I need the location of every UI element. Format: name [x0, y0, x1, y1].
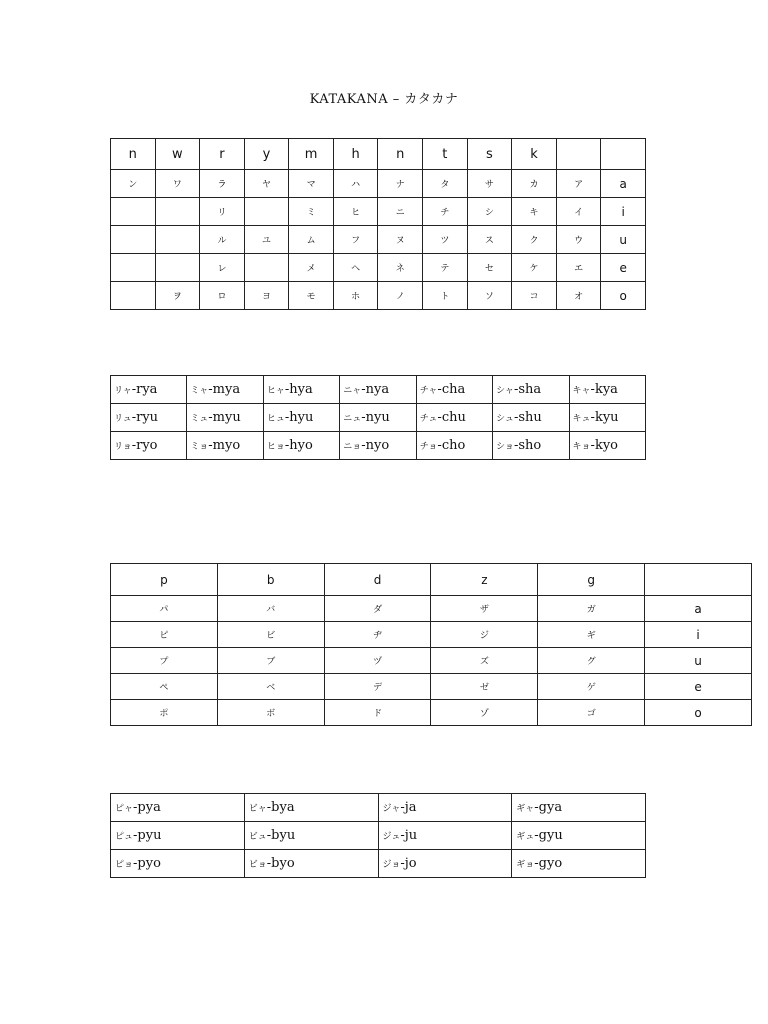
kana-text: ヒャ — [266, 386, 285, 396]
romaji-text: -gya — [534, 800, 563, 815]
combo-cell — [416, 432, 492, 460]
romaji-text: -rya — [131, 382, 158, 397]
kana-cell: ゼ — [431, 674, 538, 700]
kana-cell: ヤ — [244, 170, 289, 198]
kana-cell: シ — [467, 198, 512, 226]
romaji-text: -kya — [590, 382, 618, 397]
kana-cell: ゴ — [538, 700, 645, 726]
kana-cell: タ — [423, 170, 468, 198]
kana-text: ジャ — [382, 804, 401, 814]
vowel-cell: i — [645, 622, 752, 648]
kana-cell: ジ — [431, 622, 538, 648]
combo-cell — [111, 432, 187, 460]
kana-cell: ヌ — [378, 226, 423, 254]
table-row — [111, 198, 646, 226]
column-header-cell — [645, 564, 752, 596]
kana-text: ピャ — [115, 804, 134, 814]
kana-cell: ホ — [333, 282, 378, 310]
kana-cell — [155, 254, 200, 282]
table-row — [111, 404, 646, 432]
romaji-text: -hya — [284, 382, 313, 397]
vowel-cell: a — [601, 170, 646, 198]
kana-text: リョ — [114, 442, 132, 452]
romaji-text: -kyu — [590, 410, 619, 425]
kana-cell: デ — [324, 674, 431, 700]
romaji-text: -gyu — [534, 828, 563, 843]
kana-text: ビュ — [248, 832, 267, 842]
kana-cell: ネ — [378, 254, 423, 282]
combo-cell — [263, 432, 339, 460]
column-header-cell: r — [200, 139, 245, 170]
kana-cell: メ — [289, 254, 334, 282]
romaji-text: -jo — [400, 856, 417, 871]
column-header-cell: n — [111, 139, 156, 170]
kana-text: ギュ — [516, 832, 535, 842]
table-row — [111, 596, 752, 622]
kana-cell — [155, 226, 200, 254]
kana-cell: ド — [324, 700, 431, 726]
kana-cell: コ — [512, 282, 557, 310]
kana-text: ピョ — [115, 860, 134, 870]
combo-cell — [493, 404, 569, 432]
vowel-cell: o — [645, 700, 752, 726]
kana-cell: ヅ — [324, 648, 431, 674]
table-header-row — [111, 139, 646, 170]
romaji-text: -cho — [437, 438, 466, 453]
column-header-cell: y — [244, 139, 289, 170]
combo-cell — [263, 404, 339, 432]
combo-cell — [244, 822, 378, 850]
column-header-cell: p — [111, 564, 218, 596]
table-row — [111, 850, 646, 878]
combo-cell — [378, 822, 512, 850]
kana-cell: ソ — [467, 282, 512, 310]
romaji-text: -ryu — [131, 410, 159, 425]
kana-text: ニャ — [343, 386, 362, 396]
kana-cell: キ — [512, 198, 557, 226]
kana-cell: ゾ — [431, 700, 538, 726]
combo-cell — [111, 794, 245, 822]
page-title: KATAKANA – カタカナ — [309, 92, 459, 107]
kana-cell: ル — [200, 226, 245, 254]
combo-cell — [244, 850, 378, 878]
table-row — [111, 822, 646, 850]
romaji-text: -myo — [208, 438, 241, 453]
vowel-cell: i — [601, 198, 646, 226]
combo-cell — [569, 404, 645, 432]
romaji-text: -ja — [400, 800, 417, 815]
kana-cell: マ — [289, 170, 334, 198]
kana-cell: テ — [423, 254, 468, 282]
kana-cell: ワ — [155, 170, 200, 198]
kana-text: ギャ — [516, 804, 535, 814]
vowel-cell: u — [601, 226, 646, 254]
column-header-cell — [601, 139, 646, 170]
romaji-text: -pyu — [133, 828, 162, 843]
romaji-text: -sho — [513, 438, 542, 453]
table-row — [111, 170, 646, 198]
kana-text: キャ — [572, 386, 591, 396]
voiced-katakana-table — [110, 563, 752, 726]
romaji-text: -chu — [437, 410, 466, 425]
kana-text: リュ — [114, 414, 132, 424]
kana-text: ヒョ — [266, 442, 285, 452]
kana-text: キョ — [572, 442, 591, 452]
kana-cell: ア — [556, 170, 601, 198]
kana-cell: パ — [111, 596, 218, 622]
table-row — [111, 254, 646, 282]
column-header-cell: d — [324, 564, 431, 596]
romaji-text: -kyo — [590, 438, 618, 453]
kana-cell: ロ — [200, 282, 245, 310]
kana-cell: ブ — [217, 648, 324, 674]
romaji-text: -nyo — [361, 438, 390, 453]
kana-text: チョ — [419, 442, 438, 452]
combo-cell — [340, 404, 416, 432]
combo-cell — [187, 376, 263, 404]
table-row — [111, 282, 646, 310]
column-header-cell: k — [512, 139, 557, 170]
kana-text: ジュ — [382, 832, 401, 842]
kana-cell — [111, 198, 156, 226]
combo-cell — [378, 850, 512, 878]
kana-cell: セ — [467, 254, 512, 282]
romaji-text: -shu — [513, 410, 542, 425]
kana-cell: ザ — [431, 596, 538, 622]
kana-cell: ボ — [217, 700, 324, 726]
kana-cell — [111, 254, 156, 282]
combo-cell — [340, 432, 416, 460]
kana-cell: サ — [467, 170, 512, 198]
column-header-cell: n — [378, 139, 423, 170]
vowel-cell: a — [645, 596, 752, 622]
kana-cell — [111, 226, 156, 254]
kana-cell: プ — [111, 648, 218, 674]
combo-cell — [244, 794, 378, 822]
combo-cell — [111, 850, 245, 878]
column-header-cell: m — [289, 139, 334, 170]
romaji-text: -pya — [133, 800, 161, 815]
romaji-text: -nya — [361, 382, 390, 397]
kana-cell — [244, 198, 289, 226]
kana-text: リャ — [114, 386, 132, 396]
romaji-text: -bya — [266, 800, 295, 815]
kana-cell: ズ — [431, 648, 538, 674]
romaji-text: -ryo — [131, 438, 158, 453]
kana-cell: エ — [556, 254, 601, 282]
combo-cell — [187, 404, 263, 432]
kana-text: ミョ — [190, 442, 209, 452]
kana-text: シュ — [496, 414, 514, 424]
kana-cell — [244, 254, 289, 282]
kana-cell: ニ — [378, 198, 423, 226]
table-row — [111, 700, 752, 726]
kana-text: ニョ — [343, 442, 362, 452]
kana-cell: ヨ — [244, 282, 289, 310]
combo-cell — [569, 432, 645, 460]
romaji-text: -byo — [266, 856, 295, 871]
kana-cell: ポ — [111, 700, 218, 726]
combo-cell — [569, 376, 645, 404]
column-header-cell: s — [467, 139, 512, 170]
combo-cell — [187, 432, 263, 460]
table-header-row — [111, 564, 752, 596]
kana-cell: ト — [423, 282, 468, 310]
voiced-combination-katakana-table — [110, 793, 646, 878]
kana-cell: リ — [200, 198, 245, 226]
table-row — [111, 376, 646, 404]
column-header-cell: h — [333, 139, 378, 170]
kana-text: ビョ — [248, 860, 267, 870]
kana-cell: ギ — [538, 622, 645, 648]
kana-text: チュ — [419, 414, 438, 424]
table-row — [111, 226, 646, 254]
kana-cell: フ — [333, 226, 378, 254]
kana-cell: ラ — [200, 170, 245, 198]
kana-cell: ダ — [324, 596, 431, 622]
kana-text: チャ — [419, 386, 438, 396]
kana-cell: ス — [467, 226, 512, 254]
romaji-text: -mya — [208, 382, 241, 397]
kana-cell: ウ — [556, 226, 601, 254]
combo-cell — [111, 404, 187, 432]
combo-cell — [493, 376, 569, 404]
romaji-text: -pyo — [133, 856, 161, 871]
kana-cell: ピ — [111, 622, 218, 648]
kana-cell: ヲ — [155, 282, 200, 310]
kana-text: ミャ — [190, 386, 209, 396]
kana-text: ジョ — [382, 860, 401, 870]
kana-text: ビャ — [248, 804, 267, 814]
kana-cell: イ — [556, 198, 601, 226]
table-row — [111, 794, 646, 822]
combo-cell — [378, 794, 512, 822]
kana-cell: ナ — [378, 170, 423, 198]
combo-cell — [340, 376, 416, 404]
romaji-text: -nyu — [361, 410, 390, 425]
kana-cell: オ — [556, 282, 601, 310]
romaji-text: -hyu — [284, 410, 314, 425]
combo-cell — [263, 376, 339, 404]
kana-cell: ン — [111, 170, 156, 198]
combo-cell — [512, 794, 646, 822]
kana-text: ミュ — [190, 414, 209, 424]
kana-cell: ミ — [289, 198, 334, 226]
column-header-cell: b — [217, 564, 324, 596]
kana-text: シャ — [496, 386, 514, 396]
combo-cell — [493, 432, 569, 460]
kana-cell: ハ — [333, 170, 378, 198]
vowel-cell: u — [645, 648, 752, 674]
combination-katakana-table — [110, 375, 646, 460]
romaji-text: -sha — [513, 382, 542, 397]
kana-cell: ヂ — [324, 622, 431, 648]
vowel-cell: e — [645, 674, 752, 700]
combo-cell — [512, 850, 646, 878]
kana-cell: ユ — [244, 226, 289, 254]
kana-cell: ツ — [423, 226, 468, 254]
kana-text: ショ — [496, 442, 514, 452]
kana-cell: モ — [289, 282, 334, 310]
romaji-text: -ju — [400, 828, 418, 843]
kana-cell: ケ — [512, 254, 557, 282]
vowel-cell: o — [601, 282, 646, 310]
column-header-cell: w — [155, 139, 200, 170]
kana-cell: ク — [512, 226, 557, 254]
kana-cell: バ — [217, 596, 324, 622]
romaji-text: -byu — [266, 828, 296, 843]
column-header-cell — [556, 139, 601, 170]
basic-katakana-table — [110, 138, 646, 310]
column-header-cell: t — [423, 139, 468, 170]
kana-text: ヒュ — [266, 414, 285, 424]
kana-cell: ガ — [538, 596, 645, 622]
table-row — [111, 648, 752, 674]
combo-cell — [111, 376, 187, 404]
vowel-cell: e — [601, 254, 646, 282]
kana-cell: ヘ — [333, 254, 378, 282]
combo-cell — [416, 404, 492, 432]
table-row — [111, 622, 752, 648]
kana-cell: ビ — [217, 622, 324, 648]
kana-text: ニュ — [343, 414, 362, 424]
kana-cell: ヒ — [333, 198, 378, 226]
combo-cell — [512, 822, 646, 850]
column-header-cell: z — [431, 564, 538, 596]
kana-cell: ペ — [111, 674, 218, 700]
kana-cell — [111, 282, 156, 310]
romaji-text: -cha — [437, 382, 466, 397]
combo-cell — [111, 822, 245, 850]
kana-text: ギョ — [516, 860, 535, 870]
kana-text: キュ — [572, 414, 591, 424]
kana-cell: チ — [423, 198, 468, 226]
kana-cell: ノ — [378, 282, 423, 310]
table-row — [111, 674, 752, 700]
kana-cell: グ — [538, 648, 645, 674]
kana-cell — [155, 198, 200, 226]
kana-cell: ム — [289, 226, 334, 254]
kana-cell: ゲ — [538, 674, 645, 700]
romaji-text: -myu — [208, 410, 241, 425]
kana-cell: ベ — [217, 674, 324, 700]
kana-text: ピュ — [115, 832, 134, 842]
kana-cell: レ — [200, 254, 245, 282]
combo-cell — [416, 376, 492, 404]
column-header-cell: g — [538, 564, 645, 596]
romaji-text: -gyo — [534, 856, 563, 871]
romaji-text: -hyo — [284, 438, 313, 453]
table-row — [111, 432, 646, 460]
kana-cell: カ — [512, 170, 557, 198]
